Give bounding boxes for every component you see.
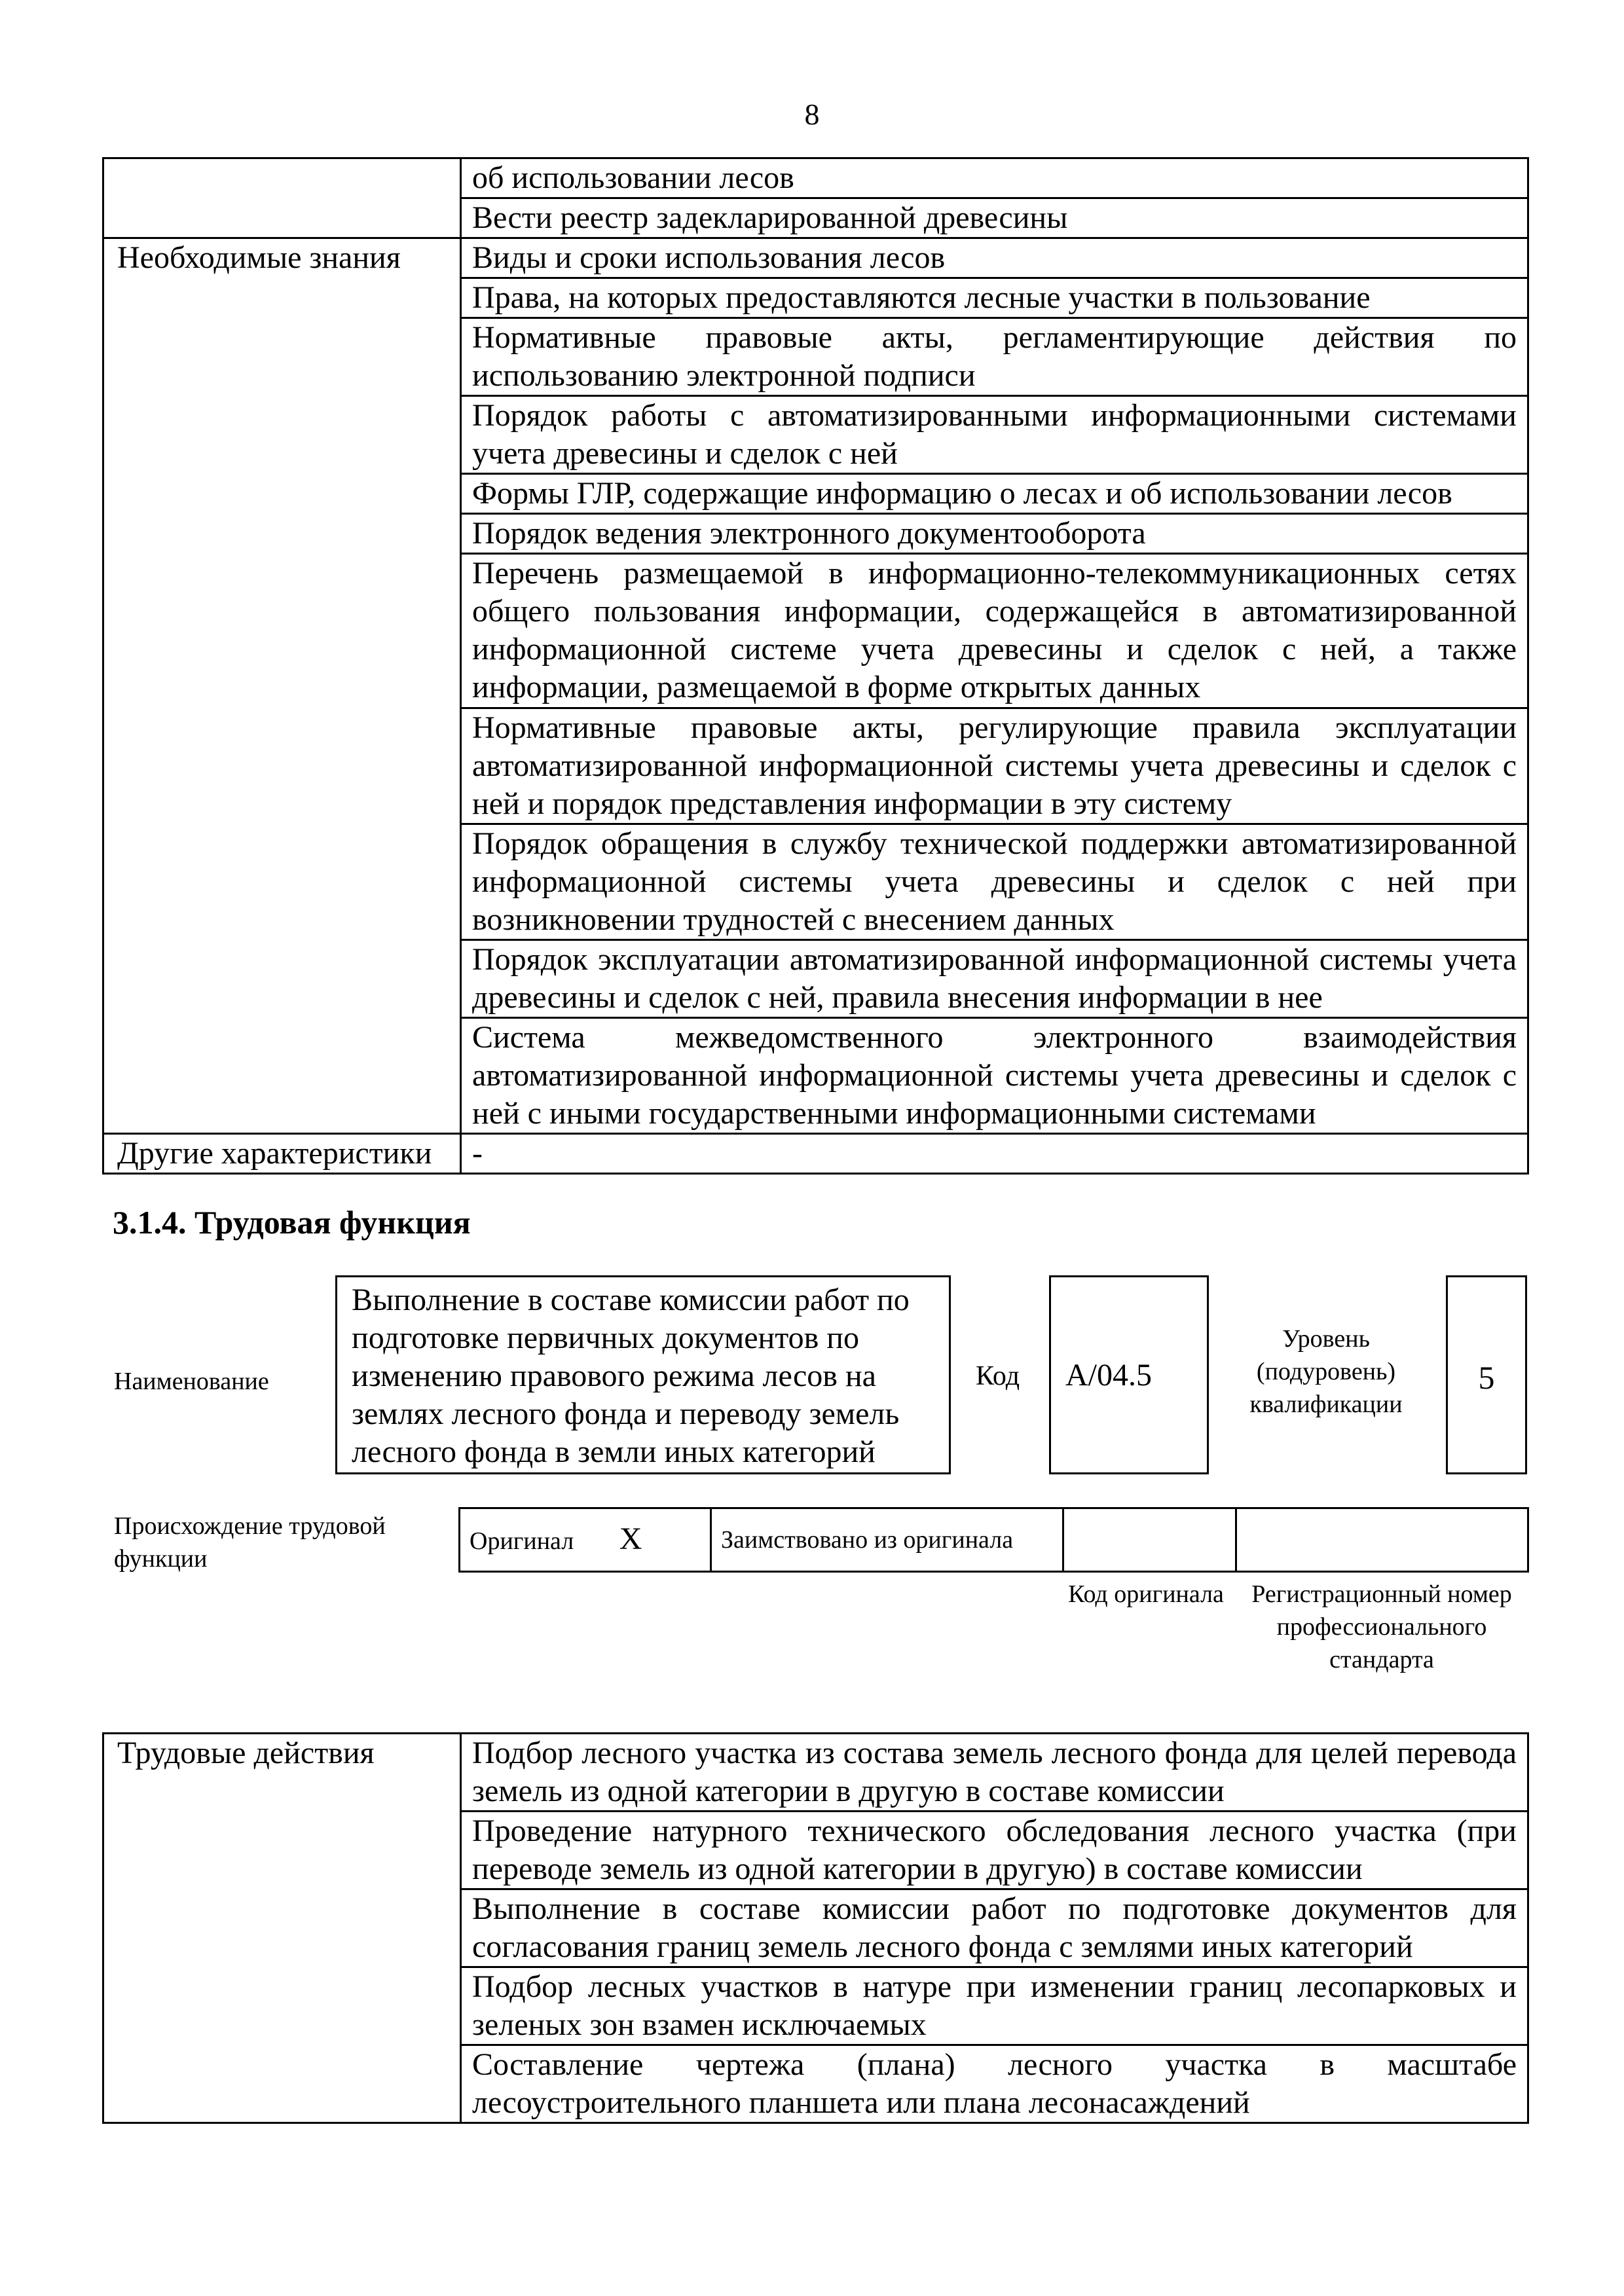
name-label: Наименование xyxy=(114,1368,269,1395)
origin-label: Происхождение трудовой функции xyxy=(114,1512,386,1573)
table-cell: об использовании лесов xyxy=(461,158,1528,198)
table-cell: Подбор лесного участка из состава земель лесного фонда для целей перевода земель из одной категории в другую в составе комиссии xyxy=(461,1734,1528,1812)
table-cell: Перечень размещаемой в информационно-телекоммуникационных сетях общего пользования информации, содержащейся в автоматизированной информационной системе учета древесины и сделок с ней, а также информации, размещаемой в форме открытых данных xyxy=(461,554,1528,708)
origin-reg-cell xyxy=(1236,1508,1528,1572)
other-value: - xyxy=(461,1134,1528,1174)
origin-mark: X xyxy=(619,1521,642,1556)
table-row xyxy=(103,1134,1528,1174)
table-cell: Составление чертежа (плана) лесного участка в масштабе лесоустроительного планшета или плана лесонасаждений xyxy=(461,2045,1528,2123)
origin-original-cell xyxy=(460,1508,711,1572)
knowledge-label: Необходимые знания xyxy=(103,238,461,1134)
table-row xyxy=(103,1734,1528,1812)
actions-table xyxy=(102,1732,1529,2124)
name-box xyxy=(335,1275,951,1474)
code-value: А/04.5 xyxy=(1065,1358,1152,1393)
table-cell: Проведение натурного технического обследования лесного участка (при переводе земель из одной категории в другую) в составе комиссии xyxy=(461,1812,1528,1889)
origin-code-cell xyxy=(1063,1508,1236,1572)
code-original-caption: Код оригинала xyxy=(1068,1580,1224,1608)
empty-label-cell xyxy=(103,158,461,238)
level-box xyxy=(1446,1275,1527,1474)
actions-label: Трудовые действия xyxy=(103,1734,461,2123)
table-cell: Система межведомственного электронного взаимодействия автоматизированной информационной системы учета древесины и сделок с ней с иными государственными информационными системами xyxy=(461,1018,1528,1134)
table-cell: Вести реестр задекларированной древесины xyxy=(461,198,1528,238)
table-cell: Нормативные правовые акты, регулирующие правила эксплуатации автоматизированной информационной системы учета древесины и сделок с ней и порядок представления информации в эту систему xyxy=(461,708,1528,824)
table-cell: Виды и сроки использования лесов xyxy=(461,238,1528,278)
section-heading: 3.1.4. Трудовая функция xyxy=(113,1204,471,1241)
table-cell: Подбор лесных участков в натуре при изменении границ лесопарковых и зеленых зон взамен исключаемых xyxy=(461,1967,1528,2045)
origin-borrowed-cell: Заимствовано из оригинала xyxy=(711,1508,1063,1572)
page-number: 8 xyxy=(804,98,820,131)
table-cell: Порядок эксплуатации автоматизированной информационной системы учета древесины и сделок с ней, правила внесения информации в нее xyxy=(461,940,1528,1018)
table-row xyxy=(460,1508,1528,1572)
knowledge-table xyxy=(102,157,1529,1175)
table-cell: Порядок обращения в службу технической поддержки автоматизированной информационной системы учета древесины и сделок с ней при возникновении трудностей с внесением данных xyxy=(461,824,1528,940)
code-label: Код xyxy=(976,1361,1020,1391)
code-box xyxy=(1049,1275,1209,1474)
other-label: Другие характеристики xyxy=(103,1134,461,1174)
table-cell: Нормативные правовые акты, регламентирующие действия по использованию электронной подписи xyxy=(461,318,1528,396)
table-cell: Права, на которых предоставляются лесные участки в пользование xyxy=(461,278,1528,318)
name-value: Выполнение в составе комиссии работ по подготовке первичных документов по изменению правового режима лесов на землях лесного фонда и переводу земель лесного фонда в земли иных категорий xyxy=(352,1283,910,1469)
table-row xyxy=(103,158,1528,198)
table-row xyxy=(103,238,1528,278)
level-value: 5 xyxy=(1478,1359,1495,1396)
origin-table xyxy=(458,1507,1529,1573)
reg-number-caption: Регистрационный номер профессионального стандарта xyxy=(1251,1580,1512,1673)
table-cell: Порядок работы с автоматизированными информационными системами учета древесины и сделок с ней xyxy=(461,396,1528,474)
table-cell: Выполнение в составе комиссии работ по подготовке документов для согласования границ земель лесного фонда с землями иных категорий xyxy=(461,1889,1528,1967)
level-label: Уровень (подуровень) квалификации xyxy=(1249,1325,1403,1418)
table-cell: Порядок ведения электронного документооборота xyxy=(461,514,1528,554)
table-cell: Формы ГЛР, содержащие информацию о лесах и об использовании лесов xyxy=(461,474,1528,514)
origin-original-label: Оригинал xyxy=(470,1527,574,1555)
